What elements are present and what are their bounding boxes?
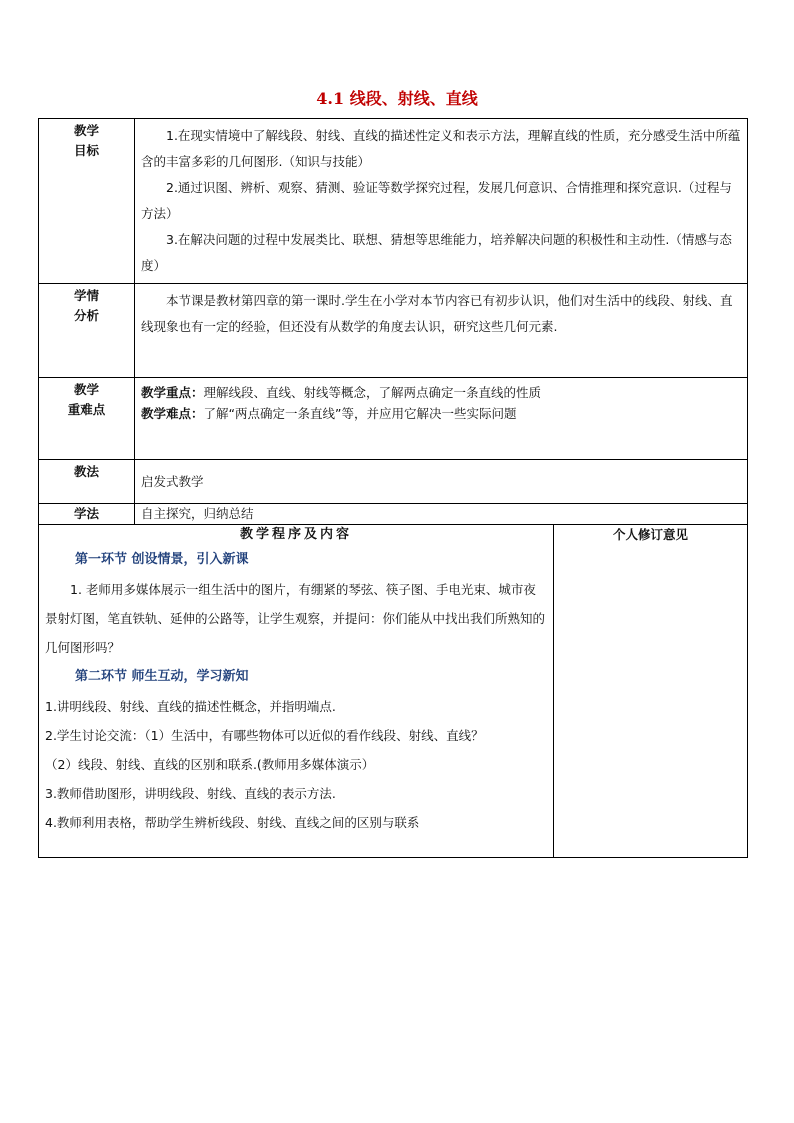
- section1-text: 1. 老师用多媒体展示一组生活中的图片，有绷紧的琴弦、筷子图、手电光束、城市夜景射灯图，笔直铁轨、延伸的公路等，让学生观察，并提问：你们能从中找出我们所熟知的几何图形吗？: [45, 582, 546, 655]
- lesson-plan-table: [38, 118, 748, 858]
- goals-content: [135, 119, 748, 284]
- method-label: 教法: [39, 460, 135, 504]
- revision-column: [554, 525, 748, 858]
- study-row: [39, 504, 748, 525]
- difficulty-line: 教学难点：了解“两点确定一条直线”等，并应用它解决一些实际问题: [141, 406, 517, 421]
- section2-title: 第二环节 师生互动，学习新知: [75, 669, 249, 684]
- procedure-content: [39, 525, 554, 858]
- focus-line: 教学重点：理解线段、直线、射线等概念，了解两点确定一条直线的性质: [141, 385, 542, 400]
- analysis-row: [39, 284, 748, 378]
- key-points-label: 教学 重难点: [39, 378, 135, 460]
- goal-item: 3.在解决问题的过程中发展类比、联想、猜想等思维能力，培养解决问题的积极性和主动性.（情感与态度）: [141, 232, 732, 273]
- goal-item: 1.在现实情境中了解线段、射线、直线的描述性定义和表示方法，理解直线的性质，充分感受生活中所蕴含的丰富多彩的几何图形.（知识与技能）: [141, 128, 741, 169]
- goals-label: 教学 目标: [39, 119, 135, 284]
- study-label: 学法: [39, 504, 135, 525]
- method-row: [39, 460, 748, 504]
- section1-title: 第一环节 创设情景，引入新课: [75, 552, 249, 567]
- study-content: 自主探究，归纳总结: [135, 504, 748, 525]
- section2-item: 3.教师借助图形，讲明线段、射线、直线的表示方法.: [45, 786, 336, 801]
- key-points-content: [135, 378, 748, 460]
- procedure-row: [39, 525, 748, 858]
- section2-item: 4.教师利用表格，帮助学生辨析线段、射线、直线之间的区别与联系: [45, 815, 420, 830]
- analysis-text: 本节课是教材第四章的第一课时.学生在小学对本节内容已有初步认识，他们对生活中的线段、射线、直线现象也有一定的经验，但还没有从数学的角度去认识，研究这些几何元素.: [141, 293, 733, 334]
- page-title: 4.1 线段、射线、直线: [316, 89, 478, 108]
- section2-item: （2）线段、射线、直线的区别和联系.(教师用多媒体演示）: [45, 757, 375, 772]
- analysis-label: 学情 分析: [39, 284, 135, 378]
- procedure-header: 教学程序及内容: [239, 527, 352, 542]
- analysis-content: [135, 284, 748, 378]
- section2-item: 2.学生讨论交流：（1）生活中，有哪些物体可以近似的看作线段、射线、直线？: [45, 728, 484, 743]
- method-content: 启发式教学: [135, 460, 748, 504]
- revision-header: 个人修订意见: [612, 527, 688, 542]
- key-points-row: [39, 378, 748, 460]
- goals-row: [39, 119, 748, 284]
- section2-item: 1.讲明线段、射线、直线的描述性概念，并指明端点.: [45, 699, 336, 714]
- goal-item: 2.通过识图、辨析、观察、猜测、验证等数学探究过程，发展几何意识、合情推理和探究意识.（过程与方法）: [141, 180, 732, 221]
